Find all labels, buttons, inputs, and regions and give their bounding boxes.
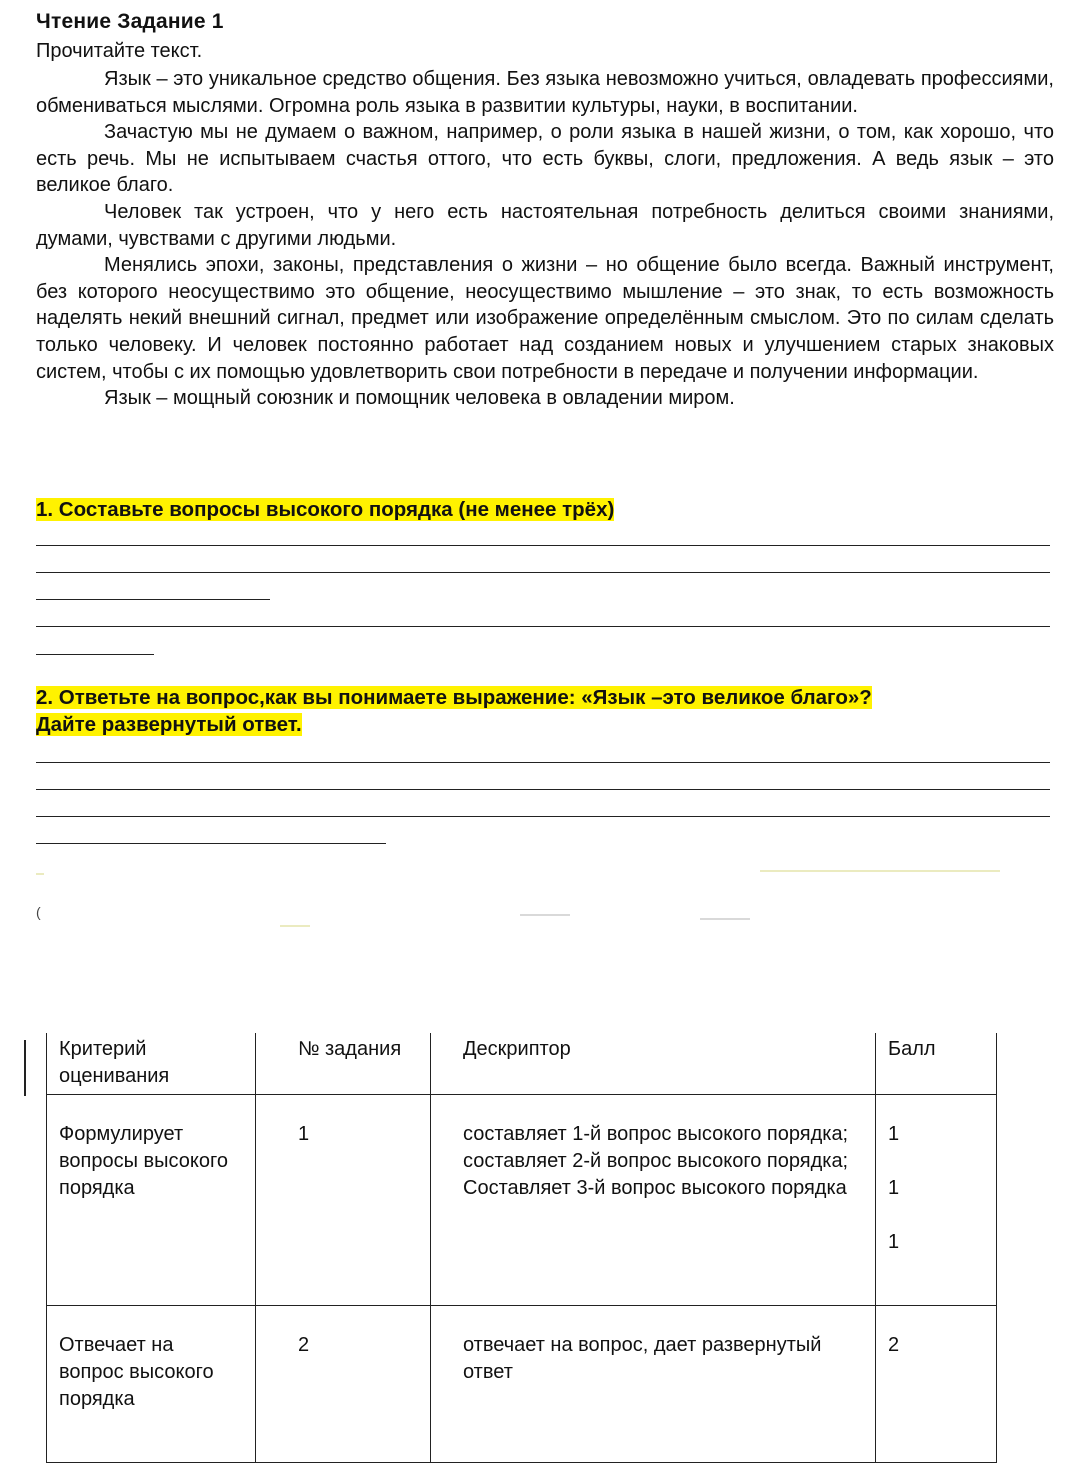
task-number-cell: 1 — [256, 1095, 431, 1306]
task-2-prompt — [36, 684, 1036, 738]
scan-artifact — [280, 925, 310, 927]
table-header-row — [47, 1033, 997, 1095]
page-title: Чтение Задание 1 — [36, 10, 224, 33]
paragraph: Человек так устроен, что у него есть настоятельная потребность делиться своими знаниями, думами, чувствами с другими людьми. — [36, 200, 1054, 250]
paragraph: Язык – это уникальное средство общения. Без языка невозможно учиться, овладевать профессиями, обмениваться мыслями. Огромна роль языка в развитии культуры, науки, в воспитании. — [36, 68, 1054, 117]
answer-line[interactable] — [36, 572, 1050, 573]
score-value: 1 — [888, 1231, 900, 1253]
paragraph: Язык – мощный союзник и помощник человека в овладении миром. — [104, 387, 735, 410]
descriptor-cell: отвечает на вопрос, дает развернутый ответ — [431, 1306, 876, 1463]
reading-text — [36, 66, 1054, 412]
answer-line[interactable] — [36, 762, 1050, 763]
score-cell: 2 — [876, 1306, 997, 1463]
assessment-table — [46, 1033, 997, 1463]
scan-artifact — [700, 918, 750, 920]
criterion-cell: Формулирует вопросы высокого порядка — [47, 1095, 256, 1306]
task-2-text-line2: Дайте развернутый ответ. — [36, 713, 302, 736]
table-row — [47, 1306, 997, 1463]
score-cell — [876, 1095, 997, 1306]
descriptor-item: Составляет 3-й вопрос высокого порядка — [463, 1177, 847, 1199]
answer-line[interactable] — [36, 599, 270, 600]
table-row — [47, 1095, 997, 1306]
score-value: 1 — [888, 1123, 900, 1145]
task-1-prompt — [36, 496, 614, 523]
paragraph: Менялись эпохи, законы, представления о жизни – но общение было всегда. Важный инструмент, без которого неосуществимо это общение, неосуществимо мышление – это знак, то есть возможность наделять некий внешний сигнал, предмет или изображение определённым смыслом. Это по силам сделать только человеку. И человек постоянно работает над созданием новых и улучшением старых знаковых систем, чтобы с их помощью удовлетворить свои потребности в передаче и получении информации. — [36, 254, 1054, 383]
descriptor-item: составляет 2-й вопрос высокого порядка; — [463, 1150, 849, 1172]
header-descriptor: Дескриптор — [431, 1033, 876, 1095]
answer-line[interactable] — [36, 654, 154, 655]
task-1-text: 1. Составьте вопросы высокого порядка (не менее трёх) — [36, 498, 615, 521]
answer-line[interactable] — [36, 626, 1050, 627]
score-value: 1 — [888, 1177, 900, 1199]
criterion-cell: Отвечает на вопрос высокого порядка — [47, 1306, 256, 1463]
answer-line[interactable] — [36, 789, 1050, 790]
header-task-number: № задания — [256, 1033, 431, 1095]
answer-line[interactable] — [36, 816, 1050, 817]
scan-artifact — [36, 873, 44, 875]
scan-artifact — [520, 914, 570, 916]
instruction-text: Прочитайте текст. — [36, 40, 203, 62]
scan-mark: ( — [36, 904, 41, 920]
header-score: Балл — [876, 1033, 997, 1095]
header-criterion: Критерий оценивания — [47, 1033, 256, 1095]
scan-artifact — [760, 870, 1000, 872]
descriptor-cell — [431, 1095, 876, 1306]
answer-line[interactable] — [36, 545, 1050, 546]
margin-bar — [24, 1040, 26, 1096]
paragraph: Зачастую мы не думаем о важном, например, о роли языка в нашей жизни, о том, как хорошо, что есть речь. Мы не испытываем счастья оттого, что есть буквы, слоги, предложения. А ведь язык – это великое благо. — [36, 121, 1054, 197]
task-2-text-line1: 2. Ответьте на вопрос,как вы понимаете выражение: «Язык –это великое благо»? — [36, 686, 872, 709]
descriptor-item: составляет 1-й вопрос высокого порядка; — [463, 1123, 849, 1145]
answer-line[interactable] — [36, 843, 386, 844]
task-number-cell: 2 — [256, 1306, 431, 1463]
